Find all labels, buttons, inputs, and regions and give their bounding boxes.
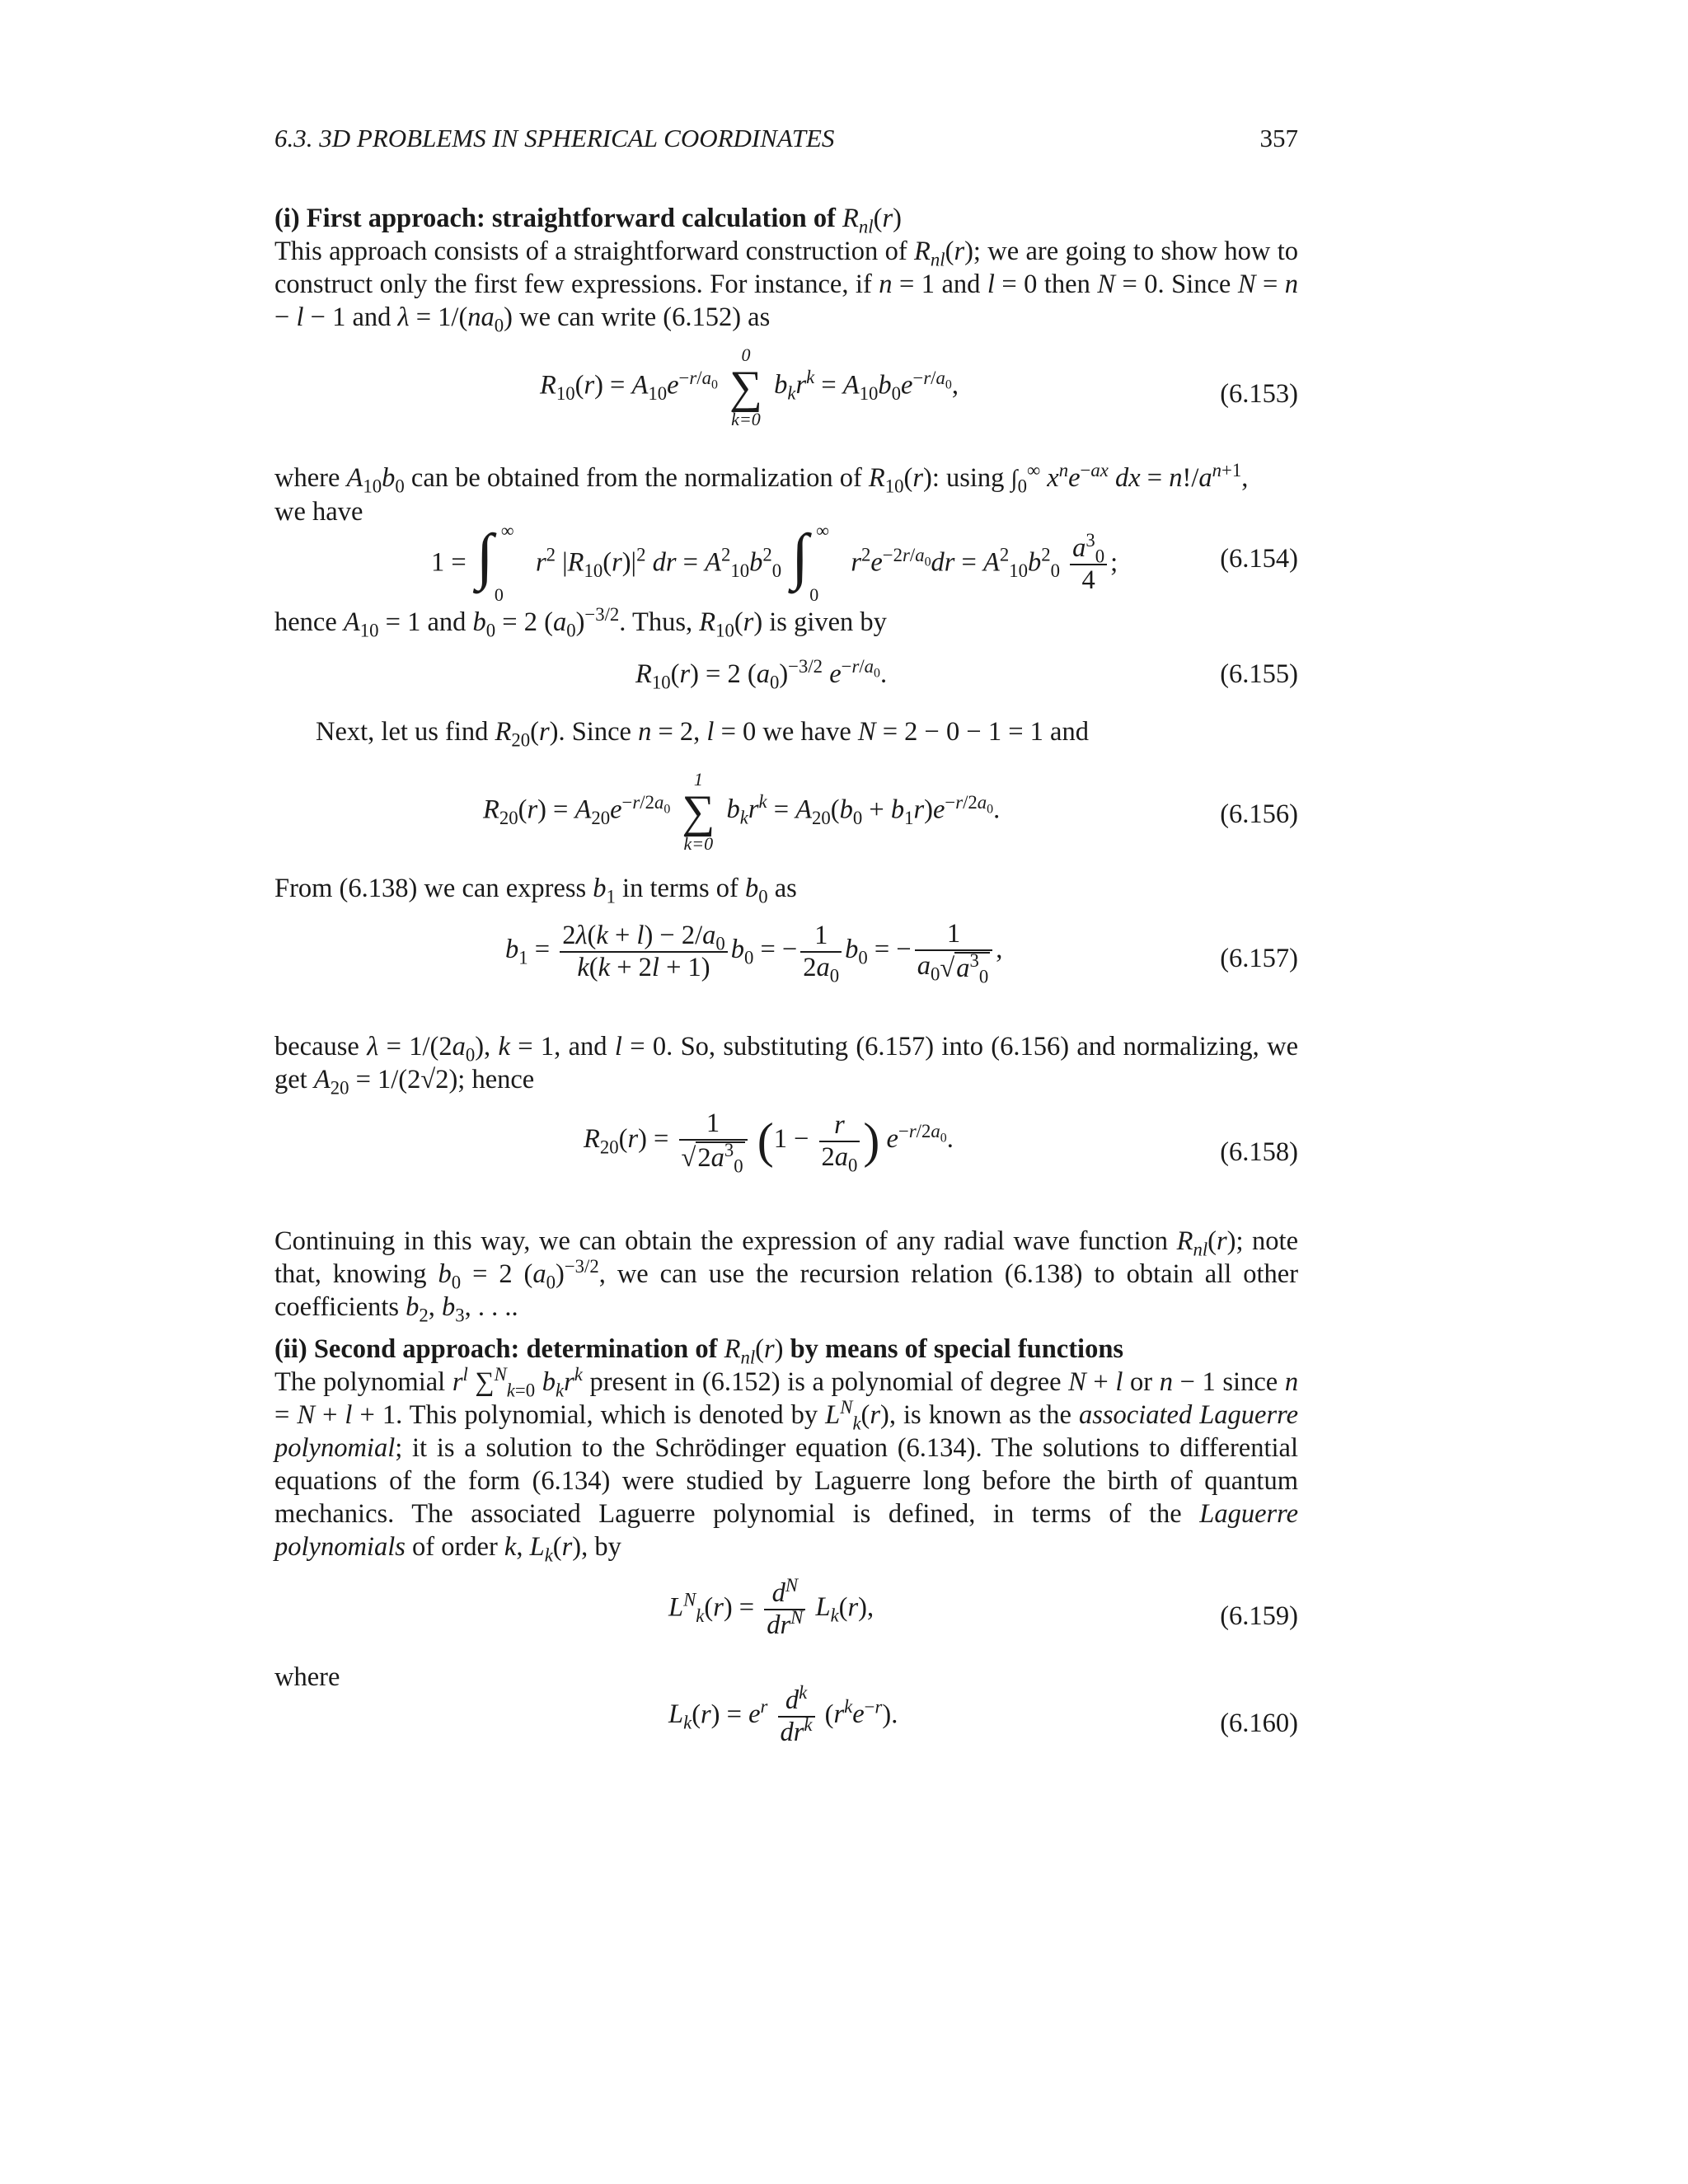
paragraph-laguerre: The polynomial $r^l$ ∑$^N_{k=0}$ $b_kr^k$ present in (6.152) is a polynomial of degree N + l or n − 1 since n = N + l + 1. This polynomial, which is denoted by $L^N_k(r)$, is known as the associated Laguerre polynomial; it is a solution to the Schrödinger equation (6.134). The solutions to differential equations of the form (6.134) were studied by Laguerre long before the birth of quantum mechanics. The associated Laguerre polynomial is defined, in terms of the Laguerre polynomials of order k, $L_k(r)$, by [274,1364,1299,1566]
paragraph-coefficients: hence $A_{10} = 1$ and $b_0 = 2$ $(a_0)^{-3/2}$. Thus, $R_{10}(r)$ is given by [274,604,887,641]
eq-number-6-159: (6.159) [1220,1601,1298,1631]
equation-6-153: $R_{10}(r) = A_{10}e^{-r/a_0}$ 0 ∑ k=0 $b_kr^k = A_{10}b_0e^{-r/a_0}$, (6.153) [540,344,1298,429]
paragraph-next: Next, let us find $R_{20}(r)$. Since n = 2, l = 0 we have N = 2 − 0 − 1 = 1 and [316,717,1089,751]
paragraph-substituting: because $\lambda = 1/(2a_0)$, k = 1, and l = 0. So, substituting (6.157) into (6.156) and normalizing, we get $A_{20} = 1/(2√2)$; hence [274,1032,1299,1099]
equation-6-158: $R_{20}(r)$ = $\frac{1}{√2a^3_0}$ (1 − $\frac{r}{2a_0}$ ) $e^{-r/2a_0}$. (6.158) [584,1108,1298,1177]
equation-6-160: $L_k(r) = e^r$ $\frac{d^k}{dr^k}$ $(r^ke^{-r})$. (6.160) [668,1682,1298,1747]
eq-number-6-157: (6.157) [1220,944,1298,973]
equation-6-159: $L^N_k(r)$ = $\frac{d^N}{dr^N}$ $L_k(r)$, (6.159) [668,1575,1298,1640]
paragraph-normalization: where $A_{10}b_0$ can be obtained from the normalization of $R_{10}(r)$: using $\int_0^\infty$ $x^ne^{-ax}$ dx = $n!/a^{n+1}$, we have [274,460,1249,527]
section-title: 6.3. 3D PROBLEMS IN SPHERICAL COORDINATES [274,124,835,152]
equation-6-154: 1 = ∫ ∞ 0 $r^2$ $|R_{10}(r)|^2$ dr = $A^2_{10}b^2_0$ ∫ ∞ 0 $r^2e^{-2r/a_0}dr = A^2_{10}b^2_0$ $\frac{a^3_0}{4}$ ; (6.154) [431,520,1298,605]
eq-number-6-158: (6.158) [1220,1137,1298,1167]
equation-6-157: $b_1$ = $\frac{2\lambda(k + l) - 2/a_0}{k(k + 2l + 1)}$ $b_0$ = − $\frac{1}{2a_0}$ $b_0$ = − $\frac{1}{a_0√a^3_0}$ , (6.157) [505,919,1298,987]
paragraph-intro: This approach consists of a straightforward construction of $R_{nl}(r)$; we are going to show how to construct only the first few expressions. For instance, if n = 1 and l = 0 then N = 0. Since N = n − l − 1 and $\lambda = 1/(na_0)$ we can write (6.152) as [274,237,1299,336]
book-page [274,0,1298,2184]
equation-6-156: $R_{20}(r) = A_{20}e^{-r/2a_0}$ 1 ∑ k=0 $b_kr^k = A_{20}(b_0 + b_1r)e^{-r/2a_0}$. (6.156) [483,769,1298,854]
running-header [274,124,1298,162]
eq-number-6-154: (6.154) [1220,544,1298,574]
paragraph-express-b1: From (6.138) we can express $b_1$ in terms of $b_0$ as [274,874,797,907]
page-number: 357 [1259,124,1298,152]
equation-6-155: $R_{10}(r) = 2$ $(a_0)^{-3/2}$ $e^{-r/a_0}$. (6.155) [635,656,1298,693]
heading-second-approach: (ii) Second approach: determination of $R_{nl}(r)$ by means of special functions [274,1334,1124,1368]
where-label: where [274,1662,340,1692]
heading-first-approach: (i) First approach: straightforward calculation of $R_{nl}(r)$ [274,204,902,237]
paragraph-continuing: Continuing in this way, we can obtain the expression of any radial wave function $R_{nl}(r)$; note that, knowing $b_0 = 2$ $(a_0)^{-3/2}$, we can use the recursion relation (6.138) to obtain all other coefficients $b_2$, $b_3$, . . .. [274,1226,1299,1326]
eq-number-6-155: (6.155) [1220,659,1298,689]
eq-number-6-160: (6.160) [1220,1708,1298,1738]
eq-number-6-153: (6.153) [1220,379,1298,409]
eq-number-6-156: (6.156) [1220,799,1298,829]
